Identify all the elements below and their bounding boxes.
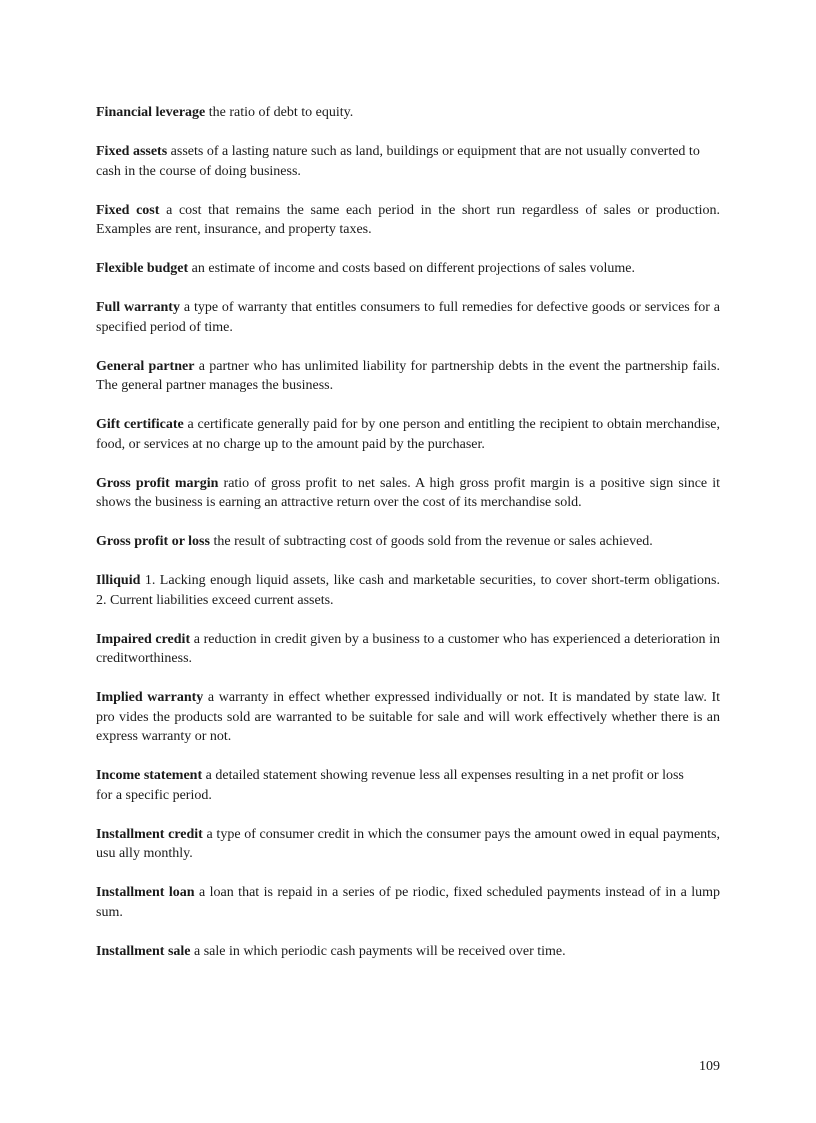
glossary-definition: a type of warranty that entitles consumers to full remedies for defective goods or services for a specified period of time.	[96, 300, 721, 335]
glossary-definition: a sale in which periodic cash payments will be received over time.	[194, 943, 566, 959]
glossary-definition: a warranty in effect whether expressed individually or not. It is mandated by state law. It pro vides the products sold are warranted to be suitable for sale and will work effectively whether there is an express warranty or not.	[96, 690, 720, 744]
glossary-term: Gift certificate	[96, 417, 184, 432]
glossary-definition: assets of a lasting nature such as land, buildings or equipment that are not usually converted to cash in the course of doing business.	[96, 144, 700, 179]
glossary-term: Fixed cost	[96, 202, 160, 218]
glossary-term: Illiquid	[96, 573, 141, 588]
glossary-definition: a loan that is repaid in a series of pe riodic, fixed scheduled payments instead of in a lump sum.	[96, 885, 721, 920]
glossary-term: Financial leverage	[96, 105, 206, 120]
glossary-entries	[96, 103, 720, 981]
glossary-entry	[96, 259, 720, 279]
glossary-entry	[96, 201, 720, 240]
glossary-definition: a cost that remains the same each period in the short run regardless of sales or production. Examples are rent, insurance, and property taxes.	[96, 202, 721, 237]
glossary-term: Full warranty	[96, 300, 180, 315]
glossary-entry	[96, 630, 720, 669]
glossary-term: Gross profit or loss	[96, 534, 210, 549]
glossary-definition: a type of consumer credit in which the consumer pays the amount owed in equal payments, usu ally monthly.	[96, 826, 721, 861]
glossary-definition: 1. Lacking enough liquid assets, like cash and marketable securities, to cover short-term obligations. 2. Current liabilities exceed current assets.	[96, 573, 720, 608]
glossary-term: Income statement	[96, 768, 203, 783]
glossary-definition: the ratio of debt to equity.	[208, 105, 354, 120]
glossary-entry	[96, 532, 686, 552]
glossary-entry	[96, 688, 720, 747]
glossary-entry	[96, 571, 720, 610]
glossary-entry	[96, 103, 720, 123]
glossary-term: Installment sale	[96, 943, 191, 959]
glossary-definition: the result of subtracting cost of goods sold from the revenue or sales achieved.	[213, 534, 653, 549]
glossary-term: Fixed assets	[96, 144, 168, 159]
glossary-entry	[96, 883, 720, 922]
glossary-definition: a reduction in credit given by a business to a customer who has experienced a deterioration in creditworthiness.	[96, 631, 720, 666]
glossary-entry	[96, 357, 720, 396]
glossary-entry	[96, 142, 702, 181]
glossary-definition: a detailed statement showing revenue less all expenses resulting in a net profit or loss for a specific period.	[96, 768, 684, 803]
glossary-entry	[96, 825, 720, 864]
glossary-term: Gross profit margin	[96, 475, 219, 491]
glossary-entry	[96, 942, 720, 962]
glossary-term: Flexible budget	[96, 261, 189, 276]
glossary-definition: a partner who has unlimited liability for partnership debts in the event the partnership fails. The general partner manages the business.	[96, 358, 720, 393]
glossary-entry	[96, 415, 720, 454]
glossary-term: General partner	[96, 358, 195, 374]
glossary-entry	[96, 766, 690, 805]
glossary-definition: ratio of gross profit to net sales. A high gross profit margin is a positive sign since it shows the business is earning an attractive return over the cost of its merchandise sold.	[96, 475, 720, 510]
glossary-entry	[96, 474, 720, 513]
glossary-entry	[96, 298, 720, 337]
glossary-definition: an estimate of income and costs based on different projections of sales volume.	[191, 261, 636, 276]
page-number: 109	[699, 1059, 720, 1074]
glossary-term: Installment credit	[96, 826, 203, 842]
glossary-term: Implied warranty	[96, 690, 204, 705]
glossary-term: Impaired credit	[96, 631, 191, 647]
glossary-term: Installment loan	[96, 885, 195, 900]
glossary-definition: a certificate generally paid for by one person and entitling the recipient to obtain merchandise, food, or services at no charge up to the amount paid by the purchaser.	[96, 417, 720, 452]
